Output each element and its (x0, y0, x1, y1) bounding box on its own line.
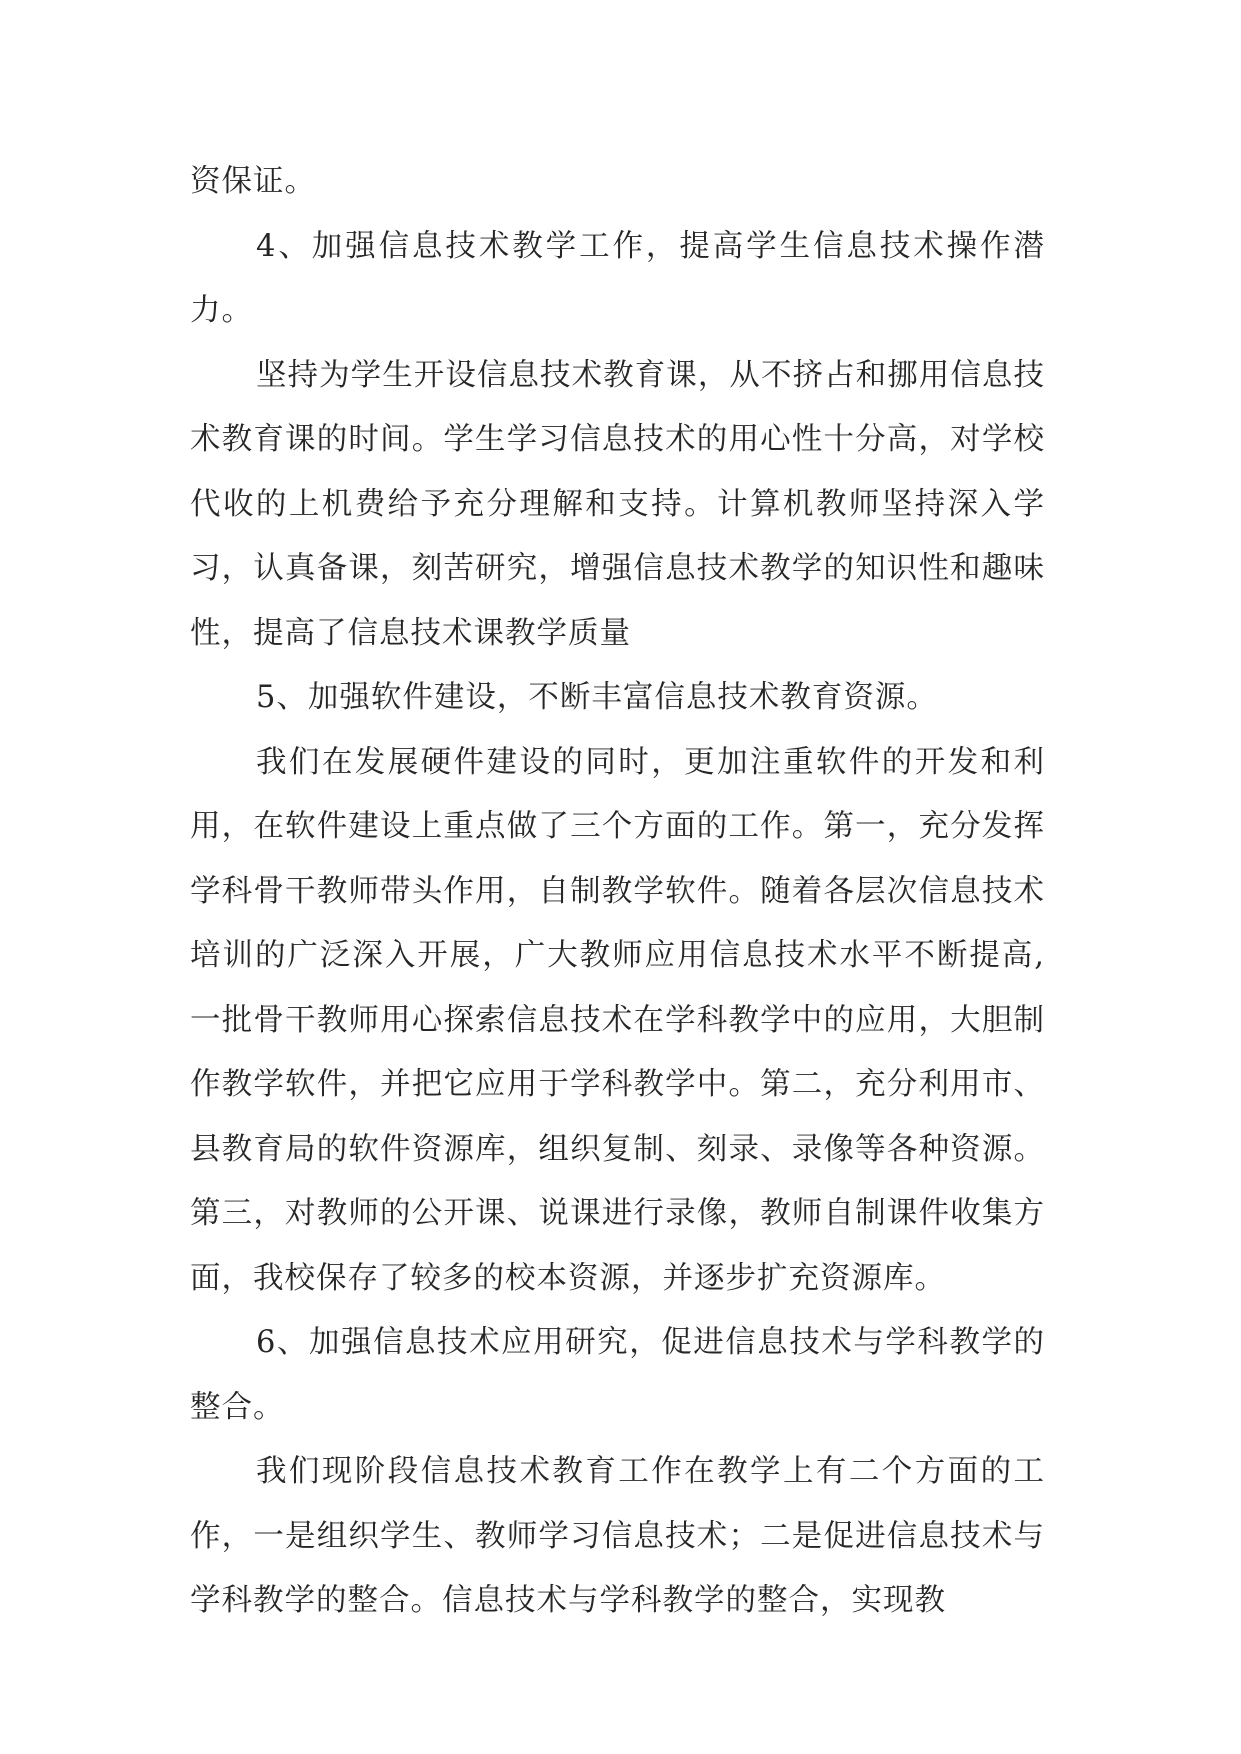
paragraph-5: 我们在发展硬件建设的同时，更加注重软件的开发和利用，在软件建设上重点做了三个方面的工作。第一，充分发挥学科骨干教师带头作用，自制教学软件。随着各层次信息技术培训的广泛深入开展，广大教师应用信息技术水平不断提高,一批骨干教师用心探索信息技术在学科教学中的应用，大胆制作教学软件，并把它应用于学科教学中。第二，充分利用市、县教育局的软件资源库，组织复制、刻录、录像等各种资源。第三，对教师的公开课、说课进行录像，教师自制课件收集方面，我校保存了较多的校本资源，并逐步扩充资源库。 (190, 744, 1045, 1296)
body-text (190, 150, 1045, 1634)
paragraph-1: 资保证。 (190, 164, 316, 199)
paragraph-6: 6、加强信息技术应用研究，促进信息技术与学科教学的整合。 (190, 1325, 1045, 1425)
paragraph-4: 5、加强软件建设，不断丰富信息技术教育资源。 (256, 680, 938, 715)
paragraph-7: 我们现阶段信息技术教育工作在教学上有二个方面的工作，一是组织学生、教师学习信息技术；二是促进信息技术与学科教学的整合。信息技术与学科教学的整合，实现教 (190, 1454, 1045, 1618)
paragraph-2: 4、加强信息技术教学工作，提高学生信息技术操作潜力。 (190, 228, 1045, 328)
paragraph-3: 坚持为学生开设信息技术教育课，从不挤占和挪用信息技术教育课的时间。学生学习信息技术的用心性十分高，对学校代收的上机费给予充分理解和支持。计算机教师坚持深入学习，认真备课，刻苦研究，增强信息技术教学的知识性和趣味性，提高了信息技术课教学质量 (190, 357, 1045, 651)
